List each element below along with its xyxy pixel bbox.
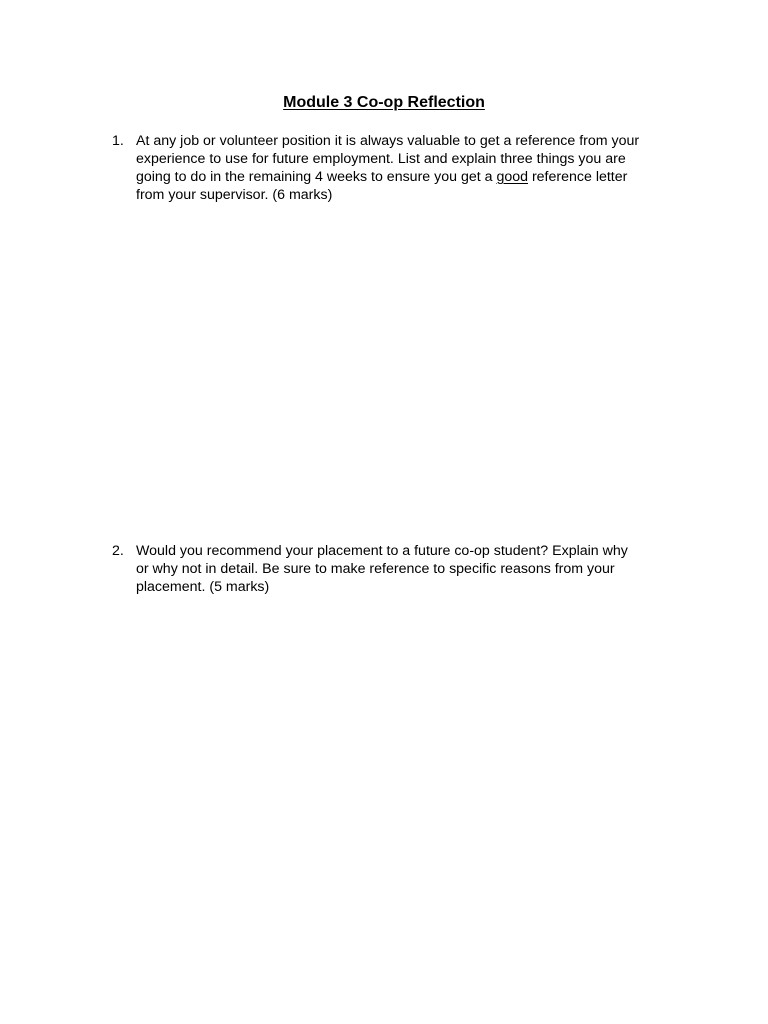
question-line: At any job or volunteer position it is always valuable to get a reference from your [136,133,640,149]
question-text [136,542,682,596]
title-text: Module 3 Co-op Reflection [283,94,485,111]
question-line-segment: reference letter [528,169,628,185]
emphasized-word: good [496,169,528,185]
question-2 [112,542,682,596]
question-text [136,132,682,204]
question-line: or why not in detail. Be sure to make reference to specific reasons from your [136,561,615,577]
question-number: 2. [112,543,124,559]
question-number: 1. [112,133,124,149]
question-line: experience to use for future employment. List and explain three things you are [136,151,626,167]
question-line: placement. (5 marks) [136,579,270,595]
question-line: from your supervisor. (6 marks) [136,187,333,203]
question-line: Would you recommend your placement to a future co-op student? Explain why [136,543,628,559]
question-line-segment: going to do in the remaining 4 weeks to ensure you get a [136,169,497,185]
question-line [136,168,682,186]
question-1 [112,132,682,204]
document-title [0,93,768,113]
